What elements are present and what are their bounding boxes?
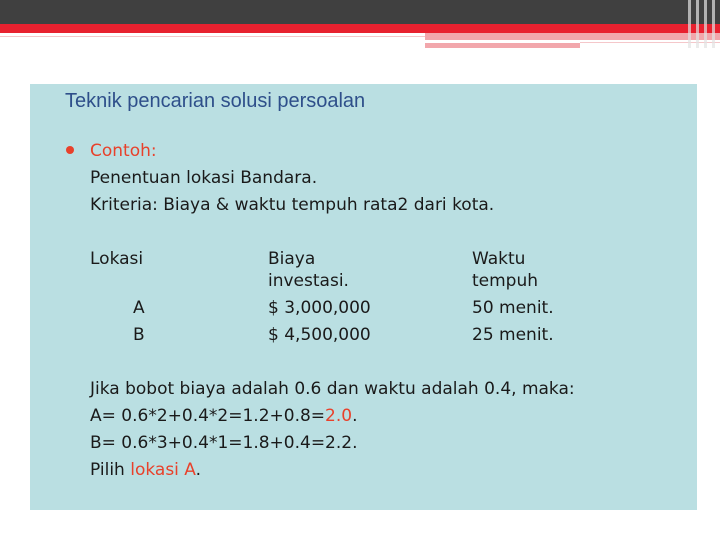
slide-title: Teknik pencarian solusi persoalan bbox=[65, 90, 366, 112]
table-row-a-biaya: $ 3,000,000 bbox=[268, 298, 371, 318]
header-red-bar bbox=[0, 24, 720, 33]
header-dark-bar bbox=[0, 0, 720, 24]
table-header-biaya-2: investasi. bbox=[268, 271, 349, 291]
calc-line-a bbox=[90, 406, 357, 426]
pilih-choice: lokasi A bbox=[130, 460, 196, 480]
pilih-prefix: Pilih bbox=[90, 460, 131, 480]
header-pink-bar bbox=[425, 33, 720, 40]
text-line-1: Penentuan lokasi Bandara. bbox=[90, 168, 318, 188]
calc-intro: Jika bobot biaya adalah 0.6 dan waktu adalah 0.4, maka: bbox=[90, 379, 575, 399]
table-row-b-lokasi: B bbox=[133, 325, 145, 345]
calc-line-pilih bbox=[90, 460, 201, 480]
calc-a-suffix: . bbox=[352, 406, 358, 426]
calc-line-b: B= 0.6*3+0.4*1=1.8+0.4=2.2. bbox=[90, 433, 358, 453]
bullet-icon bbox=[66, 146, 74, 154]
table-row-a-waktu: 50 menit. bbox=[472, 298, 554, 318]
text-line-2: Kriteria: Biaya & waktu tempuh rata2 dari kota. bbox=[90, 195, 495, 215]
calc-a-formula: A= 0.6*2+0.4*2=1.2+0.8= bbox=[90, 406, 326, 426]
calc-a-result: 2.0 bbox=[325, 406, 353, 426]
table-header-lokasi: Lokasi bbox=[90, 249, 144, 269]
pilih-suffix: . bbox=[195, 460, 202, 480]
table-row-b-waktu: 25 menit. bbox=[472, 325, 554, 345]
table-header-waktu-2: tempuh bbox=[472, 271, 539, 291]
corner-stripes-decoration bbox=[680, 0, 720, 48]
bullet-label: Contoh: bbox=[90, 141, 157, 161]
header-thin-line bbox=[0, 36, 425, 37]
table-header-waktu-1: Waktu bbox=[472, 249, 526, 269]
table-row-a-lokasi: A bbox=[133, 298, 145, 318]
header-pink-bar-small bbox=[425, 43, 580, 48]
table-header-biaya-1: Biaya bbox=[268, 249, 316, 269]
table-row-b-biaya: $ 4,500,000 bbox=[268, 325, 371, 345]
